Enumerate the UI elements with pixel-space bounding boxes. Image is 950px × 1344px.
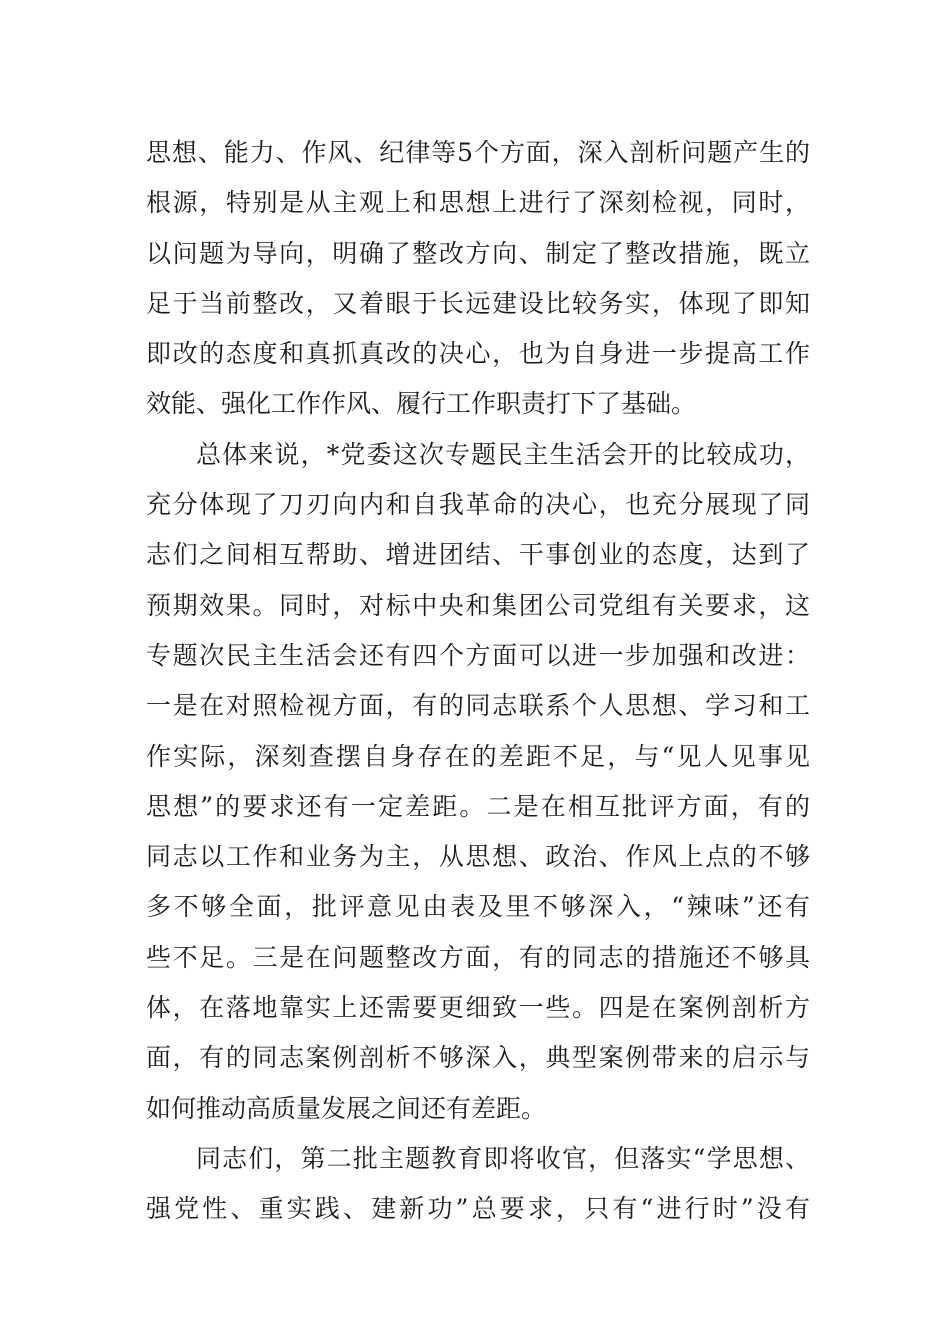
text-line-13: 作实际，深刻查摆自身存在的差距不足，与“见人见事见 [146, 741, 810, 771]
text-line-2: 根源，特别是从主观上和思想上进行了深刻检视，同时， [146, 188, 810, 218]
text-line-22: 强党性、重实践、建新功”总要求，只有“进行时”没有 [146, 1194, 810, 1224]
text-line-16: 多不够全面，批评意见由表及里不够深入，“辣味”还有 [146, 892, 810, 922]
text-line-14: 思想”的要求还有一定差距。二是在相互批评方面，有的 [146, 791, 810, 821]
text-line-19: 面，有的同志案例剖析不够深入，典型案例带来的启示与 [146, 1043, 810, 1073]
text-line-1: 思想、能力、作风、纪律等5个方面，深入剖析问题产生的 [146, 138, 810, 167]
text-line-7: 总体来说，*党委这次专题民主生活会开的比较成功， [196, 439, 810, 469]
text-line-11: 专题次民主生活会还有四个方面可以进一步加强和改进： [146, 640, 810, 670]
text-line-21: 同志们，第二批主题教育即将收官，但落实“学思想、 [196, 1143, 810, 1173]
text-line-5: 即改的态度和真抓真改的决心，也为自身进一步提高工作 [146, 339, 810, 369]
text-line-6: 效能、强化工作作风、履行工作职责打下了基础。 [146, 389, 697, 419]
text-line-18: 体，在落地靠实上还需要更细致一些。四是在案例剖析方 [146, 993, 810, 1023]
text-line-3: 以问题为导向，明确了整改方向、制定了整改措施，既立 [146, 238, 810, 268]
text-line-12: 一是在对照检视方面，有的同志联系个人思想、学习和工 [146, 691, 810, 721]
text-line-20: 如何推动高质量发展之间还有差距。 [146, 1093, 547, 1123]
text-line-4: 足于当前整改，又着眼于长远建设比较务实，体现了即知 [146, 288, 810, 318]
text-line-15: 同志以工作和业务为主，从思想、政治、作风上点的不够 [146, 842, 810, 872]
text-line-9: 志们之间相互帮助、增进团结、干事创业的态度，达到了 [146, 540, 810, 570]
text-line-10: 预期效果。同时，对标中央和集团公司党组有关要求，这 [146, 590, 810, 620]
text-line-17: 些不足。三是在问题整改方面，有的同志的措施还不够具 [146, 942, 810, 972]
text-line-8: 充分体现了刀刃向内和自我革命的决心，也充分展现了同 [146, 490, 810, 520]
body-text [146, 128, 810, 1235]
